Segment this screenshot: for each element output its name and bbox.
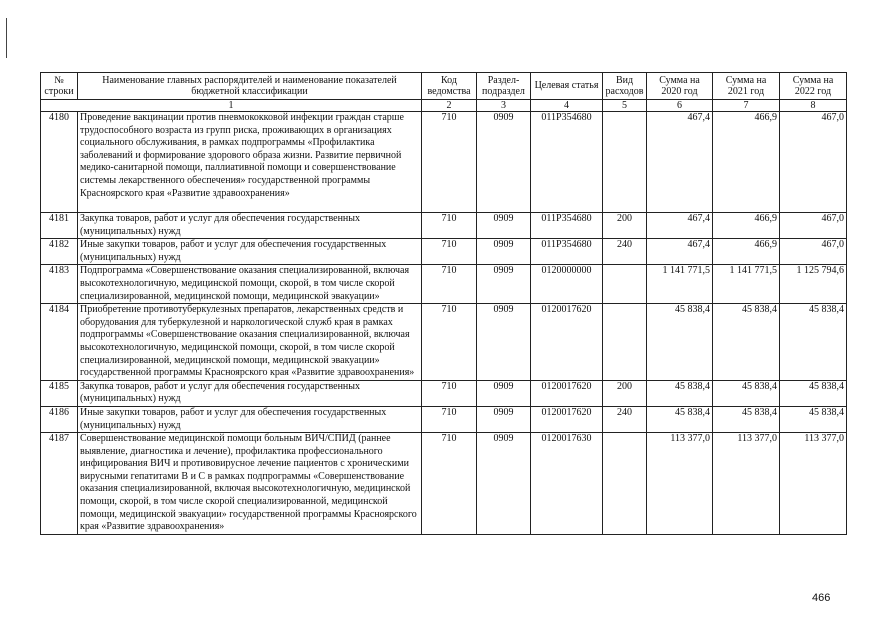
row-target: 0120017620 [531, 304, 603, 381]
budget-table [40, 72, 847, 535]
header-row [41, 73, 847, 100]
header-sum-2022: Сумма на 2022 год [780, 73, 847, 100]
row-number: 4187 [41, 433, 78, 535]
row-target: 0120017620 [531, 380, 603, 406]
row-exp-type: 240 [603, 239, 647, 265]
row-number: 4180 [41, 112, 78, 213]
row-dept-code: 710 [422, 213, 477, 239]
row-name: Приобретение противотуберкулезных препаратов, лекарственных средств и оборудования для туберкулезной и наркологической служб края в рамках подпрограммы «Совершенствование оказания специализированной, включая высокотехнологичную, медицинской помощи, скорой, в том числе скорой специализированной, медицинской помощи, медицинской эвакуации» государственной программы Красноярского края «Развитие здравоохранения» [78, 304, 422, 381]
table-row [41, 213, 847, 239]
row-sum-2022: 113 377,0 [780, 433, 847, 535]
row-sum-2021: 466,9 [713, 112, 780, 213]
row-number: 4185 [41, 380, 78, 406]
row-sum-2020: 1 141 771,5 [647, 265, 713, 304]
row-name: Подпрограмма «Совершенствование оказания специализированной, включая высокотехнологичную, медицинской помощи, скорой, в том числе скорой специализированной, медицинской помощи, медицинской эвакуации» [78, 265, 422, 304]
row-sum-2022: 467,0 [780, 213, 847, 239]
header-target: Целевая статья [531, 73, 603, 100]
row-target: 0120017620 [531, 406, 603, 432]
header-row-no: № строки [41, 73, 78, 100]
row-sum-2022: 1 125 794,6 [780, 265, 847, 304]
row-sum-2022: 45 838,4 [780, 304, 847, 381]
row-number: 4182 [41, 239, 78, 265]
header-dept-code: Код ведомства [422, 73, 477, 100]
header-section: Раздел- подраздел [477, 73, 531, 100]
row-sum-2021: 45 838,4 [713, 380, 780, 406]
header-sum-2020: Сумма на 2020 год [647, 73, 713, 100]
row-exp-type [603, 265, 647, 304]
row-section: 0909 [477, 304, 531, 381]
row-target: 011P354680 [531, 213, 603, 239]
column-number: 2 [422, 100, 477, 112]
column-number: 6 [647, 100, 713, 112]
table-row [41, 304, 847, 381]
table-row [41, 433, 847, 535]
row-sum-2021: 466,9 [713, 213, 780, 239]
row-target: 0120000000 [531, 265, 603, 304]
row-number: 4184 [41, 304, 78, 381]
row-exp-type [603, 304, 647, 381]
row-exp-type [603, 112, 647, 213]
row-target: 011P354680 [531, 112, 603, 213]
row-exp-type: 200 [603, 380, 647, 406]
table-row [41, 265, 847, 304]
row-section: 0909 [477, 265, 531, 304]
row-section: 0909 [477, 213, 531, 239]
row-sum-2021: 45 838,4 [713, 406, 780, 432]
row-target: 011P354680 [531, 239, 603, 265]
header-name: Наименование главных распорядителей и наименование показателей бюджетной классификации [78, 73, 422, 100]
header-exp-type: Вид расходов [603, 73, 647, 100]
row-section: 0909 [477, 433, 531, 535]
table-row [41, 112, 847, 213]
row-dept-code: 710 [422, 112, 477, 213]
row-section: 0909 [477, 112, 531, 213]
table-row [41, 380, 847, 406]
row-name: Проведение вакцинации против пневмококковой инфекции граждан старше трудоспособного возраста из групп риска, проживающих в организациях социального обслуживания, в рамках подпрограммы «Профилактика заболеваний и формирование здорового образа жизни. Развитие первичной медико-санитарной помощи, паллиативной помощи и совершенствование системы лекарственного обеспечения» государственной программы Красноярского края «Развитие здравоохранения» [78, 112, 422, 213]
row-sum-2020: 45 838,4 [647, 406, 713, 432]
row-name: Закупка товаров, работ и услуг для обеспечения государственных (муниципальных) нужд [78, 380, 422, 406]
row-number: 4183 [41, 265, 78, 304]
row-sum-2022: 467,0 [780, 239, 847, 265]
column-number: 8 [780, 100, 847, 112]
row-section: 0909 [477, 380, 531, 406]
row-sum-2021: 113 377,0 [713, 433, 780, 535]
column-number: 1 [41, 100, 422, 112]
row-sum-2021: 466,9 [713, 239, 780, 265]
page-number: 466 [812, 592, 831, 604]
row-dept-code: 710 [422, 406, 477, 432]
row-sum-2020: 45 838,4 [647, 304, 713, 381]
row-section: 0909 [477, 239, 531, 265]
column-number: 4 [531, 100, 603, 112]
row-exp-type: 240 [603, 406, 647, 432]
row-exp-type: 200 [603, 213, 647, 239]
row-dept-code: 710 [422, 265, 477, 304]
row-sum-2020: 45 838,4 [647, 380, 713, 406]
row-dept-code: 710 [422, 433, 477, 535]
table-row [41, 239, 847, 265]
row-sum-2022: 45 838,4 [780, 406, 847, 432]
row-name: Закупка товаров, работ и услуг для обеспечения государственных (муниципальных) нужд [78, 213, 422, 239]
row-name: Иные закупки товаров, работ и услуг для обеспечения государственных (муниципальных) нужд [78, 406, 422, 432]
row-name: Иные закупки товаров, работ и услуг для обеспечения государственных (муниципальных) нужд [78, 239, 422, 265]
column-number: 3 [477, 100, 531, 112]
row-exp-type [603, 433, 647, 535]
row-sum-2021: 1 141 771,5 [713, 265, 780, 304]
binding-mark [6, 18, 7, 58]
row-sum-2022: 45 838,4 [780, 380, 847, 406]
row-dept-code: 710 [422, 380, 477, 406]
row-sum-2020: 113 377,0 [647, 433, 713, 535]
row-sum-2020: 467,4 [647, 213, 713, 239]
row-section: 0909 [477, 406, 531, 432]
header-sum-2021: Сумма на 2021 год [713, 73, 780, 100]
row-name: Совершенствование медицинской помощи больным ВИЧ/СПИД (раннее выявление, диагностика и лечение), профилактика профессионального инфицирования ВИЧ и противовирусное лечение пациентов с хроническими вирусными гепатитами В и С в рамках подпрограммы «Совершенствование оказания специализированной, включая высокотехнологичную, медицинской помощи, скорой, в том числе скорой специализированной, медицинской помощи, медицинской эвакуации» государственной программы Красноярского края «Развитие здравоохранения» [78, 433, 422, 535]
column-number: 7 [713, 100, 780, 112]
row-dept-code: 710 [422, 304, 477, 381]
row-dept-code: 710 [422, 239, 477, 265]
row-sum-2020: 467,4 [647, 239, 713, 265]
row-sum-2022: 467,0 [780, 112, 847, 213]
row-target: 0120017630 [531, 433, 603, 535]
row-sum-2021: 45 838,4 [713, 304, 780, 381]
row-sum-2020: 467,4 [647, 112, 713, 213]
row-number: 4181 [41, 213, 78, 239]
row-number: 4186 [41, 406, 78, 432]
table-row [41, 406, 847, 432]
column-number: 5 [603, 100, 647, 112]
column-number-row [41, 100, 847, 112]
